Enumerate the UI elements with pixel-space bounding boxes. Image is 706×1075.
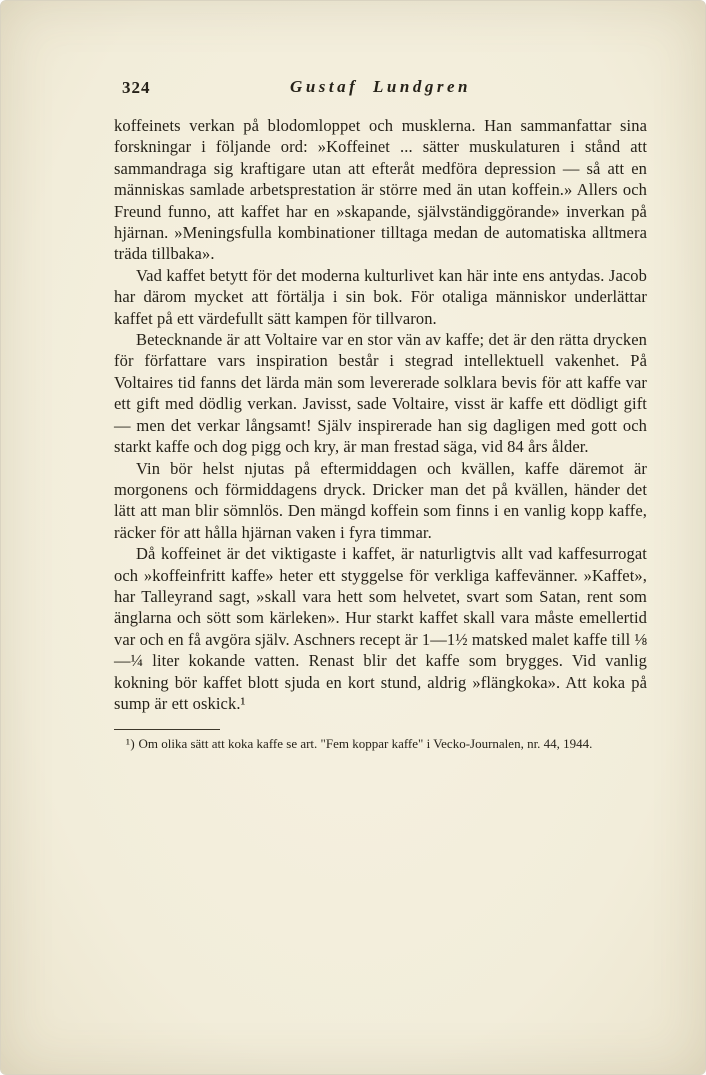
paragraph-1: koffeinets verkan på blodomloppet och musklerna. Han sammanfattar sina forskningar i följande ord: »Koffeinet ... sätter muskulaturen i stånd att sammandraga sig kraftigare utan att efteråt medföra depression — så att en människas samlade arbetsprestation är större med än utan koffein.» Allers och Freund funno, att kaffet har en »skapande, självständiggörande» inverkan på hjärnan. »Meningsfulla kombinationer tilltaga medan de automatiska alltmera träda tillbaka».: [114, 116, 647, 264]
body-text-block: [114, 115, 647, 714]
paragraph-5: Då koffeinet är det viktigaste i kaffet, är naturligtvis allt vad kaffesurrogat och »koffeinfritt kaffe» heter ett styggelse för verkliga kaffevänner. »Kaffet», har Talleyrand sagt, »skall vara hett som helvetet, svart som Satan, rent som änglarna och sött som kärleken». Hur starkt kaffet skall vara måste emellertid var och en få avgöra själv. Aschners recept är 1—1½ matsked malet kaffe till ⅛—¼ liter kokande vatten. Renast blir det kaffe som brygges. Vid vanlig kokning bör kaffet blott sjuda en kort stund, aldrig »flängkoka». Att koka på sump är ett oskick.¹: [114, 544, 647, 713]
footnote-divider: [114, 729, 220, 730]
footnote-body: Om olika sätt att koka kaffe se art. "Fem koppar kaffe" i Vecko-Journalen, nr. 44, 1944.: [138, 736, 593, 752]
page-number: 324: [122, 78, 151, 97]
paragraph-2: Vad kaffet betytt för det moderna kulturlivet kan här inte ens antydas. Jacob har därom mycket att förtälja i sin bok. För otaliga människor underlättar kaffet på ett värdefullt sätt kampen för tillvaron.: [114, 265, 647, 328]
paragraph-3: Betecknande är att Voltaire var en stor vän av kaffe; det är den rätta drycken för författare vars inspiration består i stegrad intellektuell vakenhet. På Voltaires tid fanns det lärda män som levererade solklara bevis för att kaffe var ett gift med dödlig verkan. Javisst, sade Voltaire, visst är kaffe ett dödligt gift — men det verkar långsamt! Själv inspirerade han sig dagligen med gott och starkt kaffe och dog pigg och kry, är man frestad säga, vid 84 års ålder.: [114, 330, 647, 457]
paragraph-4: Vin bör helst njutas på eftermiddagen och kvällen, kaffe däremot är morgonens och förmiddagens dryck. Dricker man det på kvällen, händer det lätt att man blir sömnlös. Den mängd koffein som finns i en vanlig kopp kaffe, räcker för att hålla hjärnan vaken i fyra timmar.: [114, 458, 647, 542]
footnote-text: [114, 736, 647, 753]
page-header: [114, 77, 647, 101]
footnote-marker: ¹): [126, 736, 136, 752]
footnote: [114, 729, 647, 753]
running-header-title: Gustaf Lundgren: [290, 77, 471, 96]
